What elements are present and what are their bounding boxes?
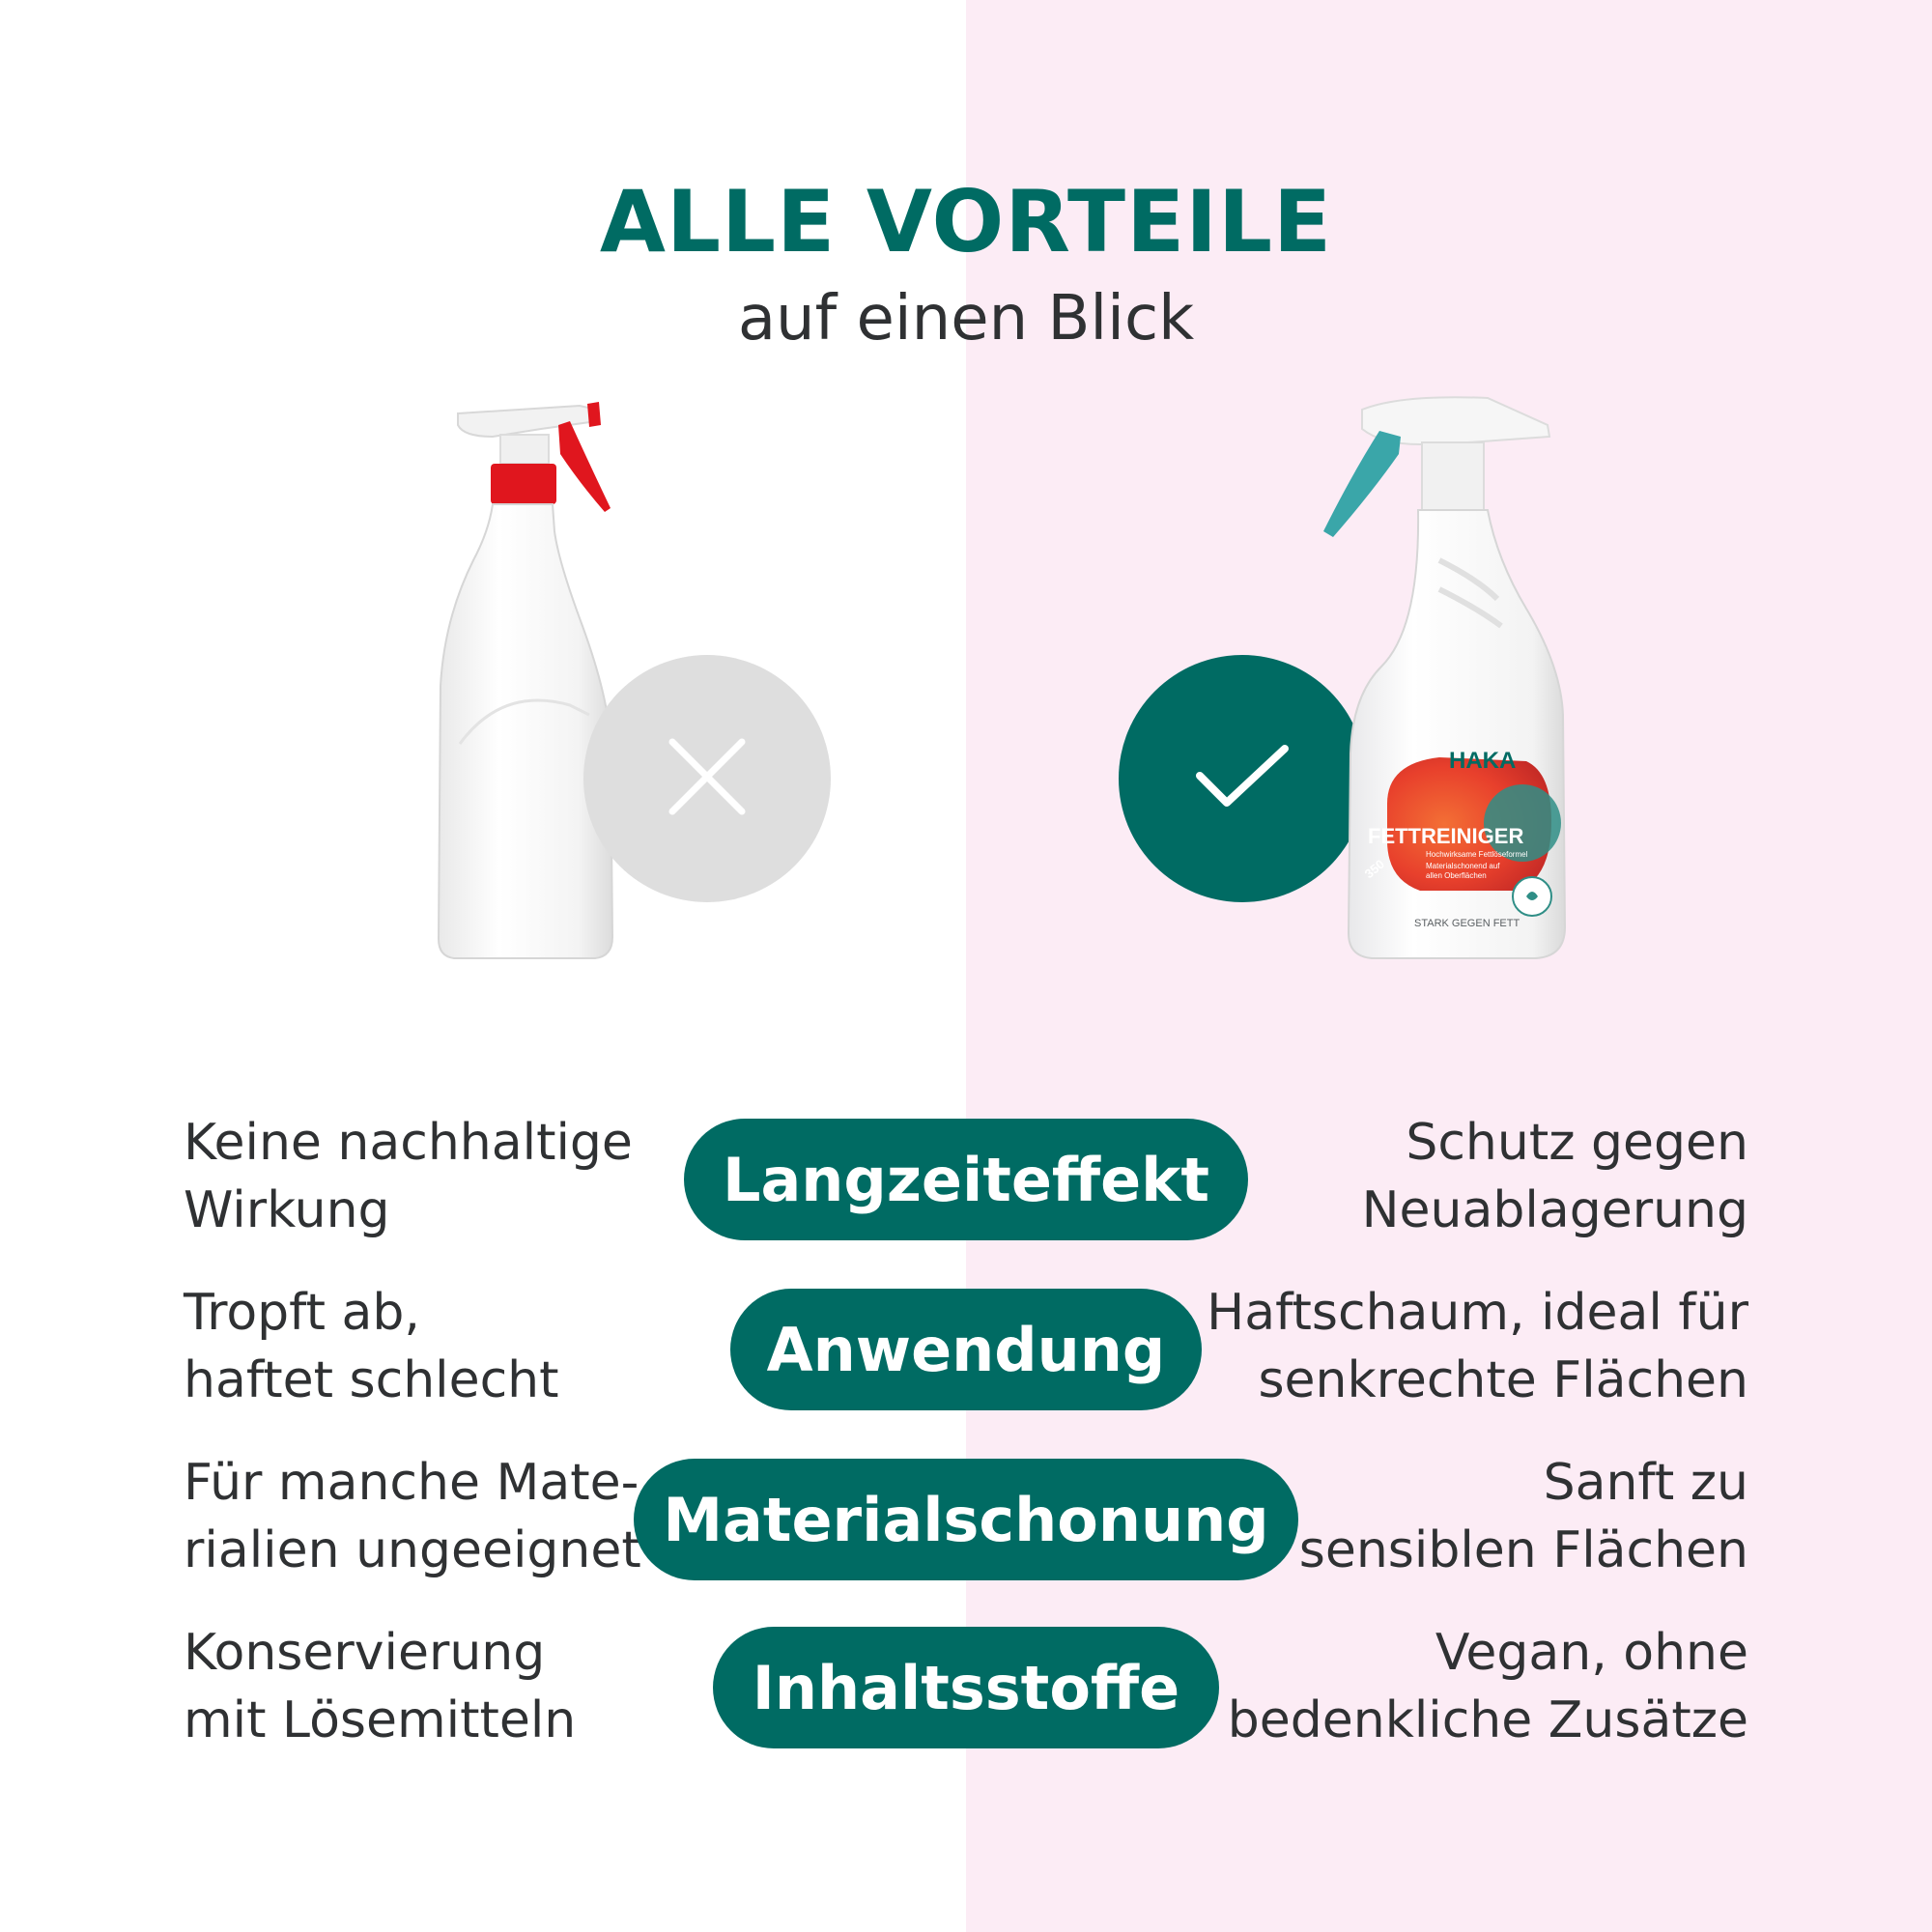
category-pill-inhaltsstoffe: Inhaltsstoffe — [713, 1627, 1219, 1748]
row-4-left-text: Konservierung mit Lösemitteln — [184, 1624, 577, 1749]
haka-spray-count: 350 — [1361, 856, 1387, 882]
negative-badge — [583, 655, 831, 902]
page-title: ALLE VORTEILE — [599, 172, 1333, 271]
category-pill-materialschonung: Materialschonung — [634, 1459, 1298, 1580]
haka-brand-logo: HAKA — [1449, 748, 1517, 774]
category-pill-langzeiteffekt: Langzeiteffekt — [684, 1119, 1248, 1240]
row-1-left-text: Keine nachhaltige Wirkung — [184, 1114, 633, 1239]
row-2-left-text: Tropft ab, haftet schlecht — [184, 1284, 559, 1409]
haka-tagline: STARK GEGEN FETT — [1414, 918, 1520, 929]
row-4-right-text: Vegan, ohne bedenkliche Zusätze — [1227, 1624, 1748, 1749]
row-3-right-text: Sanft zu sensiblen Flächen — [1298, 1454, 1748, 1579]
close-icon — [668, 738, 746, 819]
checkmark-icon — [1194, 743, 1291, 814]
haka-claim-1: Hochwirksame Fettlöseformel — [1426, 850, 1528, 859]
haka-product-name: FETTREINIGER — [1368, 824, 1524, 848]
row-2-right-text: Haftschaum, ideal für senkrechte Flächen — [1207, 1284, 1748, 1409]
haka-claim-2: Materialschonend auf allen Oberflächen — [1426, 862, 1500, 880]
row-3-left-text: Für manche Mate- rialien ungeeignet — [184, 1454, 641, 1579]
generic-spray-bottle-image — [425, 396, 647, 976]
row-1-right-text: Schutz gegen Neuablagerung — [1361, 1114, 1748, 1239]
category-pill-anwendung: Anwendung — [730, 1289, 1202, 1410]
page-subtitle: auf einen Blick — [737, 283, 1195, 355]
